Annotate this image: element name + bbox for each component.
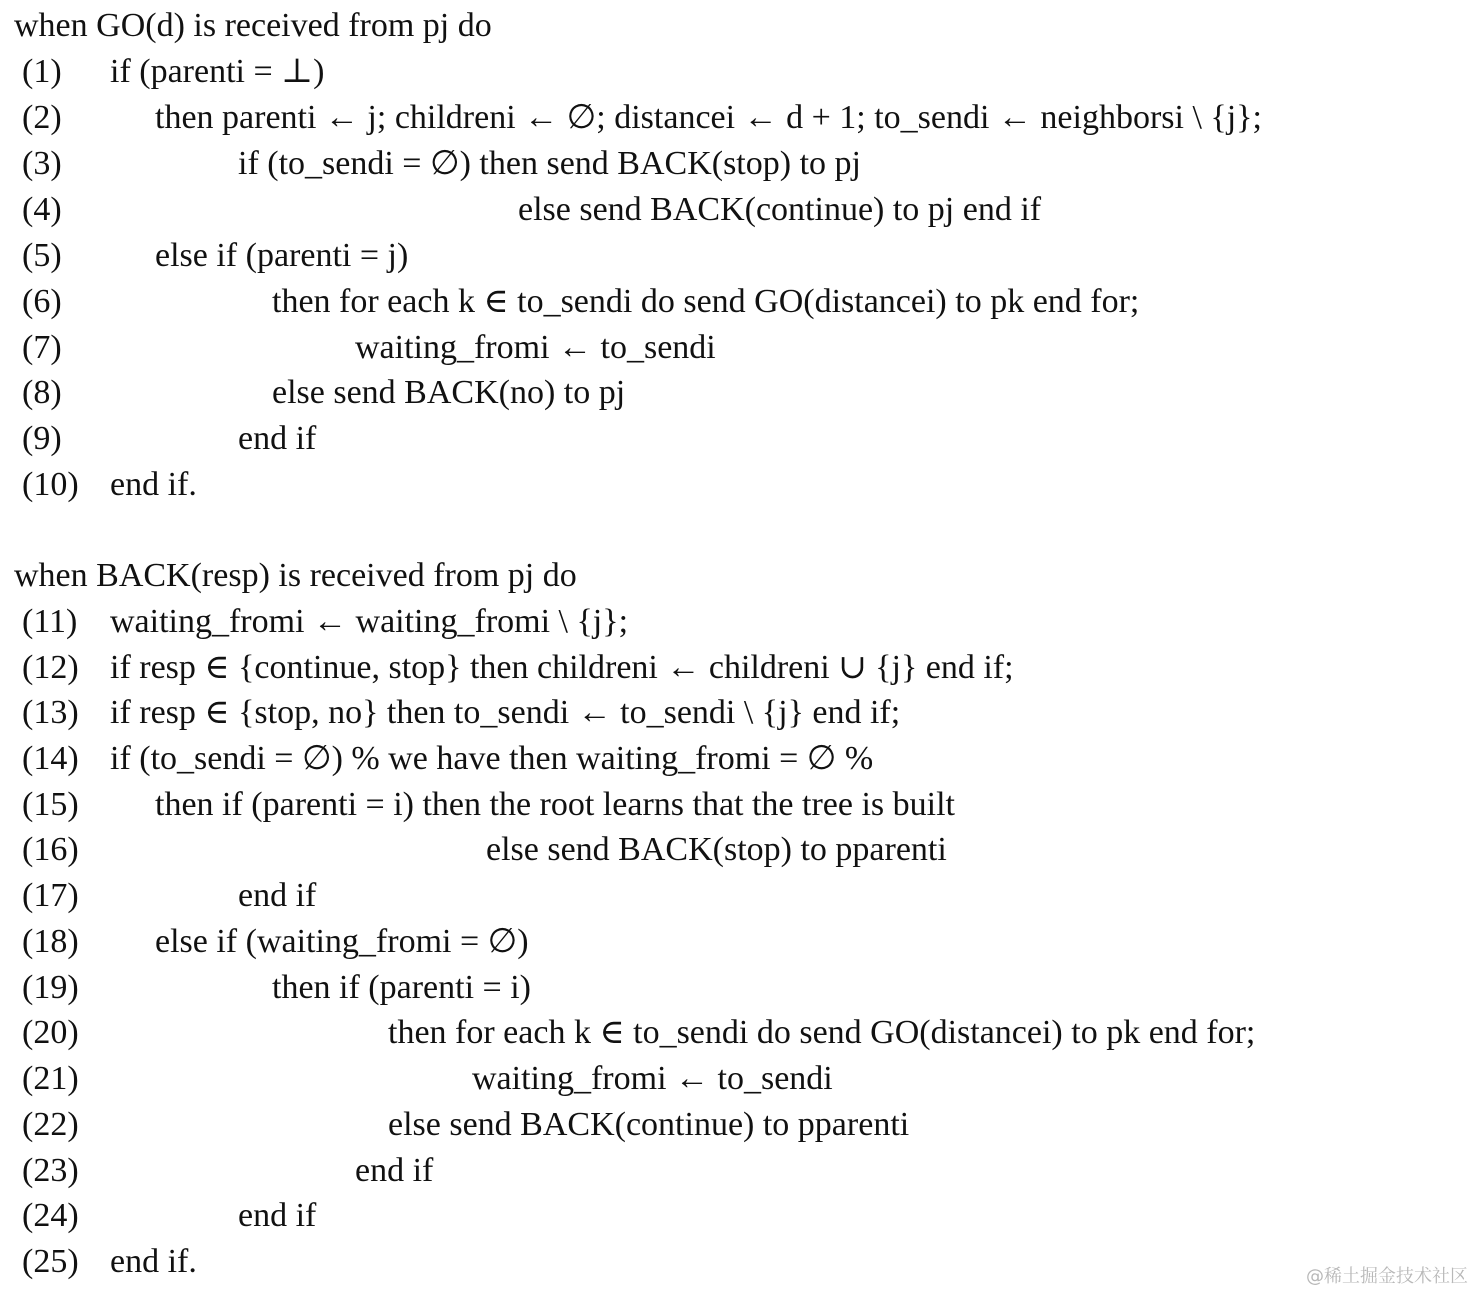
line-number: (20) [22, 1014, 79, 1051]
code-line: else if (waiting_fromi = ∅) [155, 923, 529, 960]
code-line: then parenti ← j; childreni ← ∅; distancei ← d + 1; to_sendi ← neighborsi \ {j}; [155, 99, 1262, 136]
code-line: then if (parenti = i) [272, 969, 531, 1006]
code-line: if resp ∈ {stop, no} then to_sendi ← to_sendi \ {j} end if; [110, 694, 901, 731]
code-line: then if (parenti = i) then the root learns that the tree is built [155, 786, 955, 823]
line-number: (10) [22, 466, 79, 503]
code-line: then for each k ∈ to_sendi do send GO(distancei) to pk end for; [272, 283, 1140, 320]
line-number: (19) [22, 969, 79, 1006]
code-line: if (parenti = ⊥) [110, 53, 325, 90]
code-line: end if [238, 420, 317, 457]
code-line: waiting_fromi ← to_sendi [355, 329, 716, 366]
line-number: (15) [22, 786, 79, 823]
code-line: else send BACK(continue) to pparenti [388, 1106, 910, 1143]
line-number: (25) [22, 1243, 79, 1280]
line-number: (8) [22, 374, 62, 411]
line-number: (16) [22, 831, 79, 868]
code-line: waiting_fromi ← to_sendi [472, 1060, 833, 1097]
code-line: then for each k ∈ to_sendi do send GO(distancei) to pk end for; [388, 1014, 1256, 1051]
code-line: waiting_fromi ← waiting_fromi \ {j}; [110, 603, 629, 640]
line-number: (4) [22, 191, 62, 228]
line-number: (23) [22, 1152, 79, 1189]
line-number: (3) [22, 145, 62, 182]
line-number: (11) [22, 603, 78, 640]
code-line: end if [355, 1152, 434, 1189]
code-line: else if (parenti = j) [155, 237, 409, 274]
line-number: (12) [22, 649, 79, 686]
line-number: (18) [22, 923, 79, 960]
code-line: end if. [110, 1243, 197, 1280]
line-number: (24) [22, 1197, 79, 1234]
code-line: else send BACK(continue) to pj end if [518, 191, 1042, 228]
line-number: (9) [22, 420, 62, 457]
code-line: else send BACK(no) to pj [272, 374, 626, 411]
code-line: end if. [110, 466, 197, 503]
code-line: end if [238, 1197, 317, 1234]
code-line: if (to_sendi = ∅) then send BACK(stop) to pj [238, 145, 861, 182]
line-number: (21) [22, 1060, 79, 1097]
line-number: (2) [22, 99, 62, 136]
code-line: if (to_sendi = ∅) % we have then waiting_fromi = ∅ % [110, 740, 874, 777]
line-number: (22) [22, 1106, 79, 1143]
code-line: else send BACK(stop) to pparenti [486, 831, 947, 868]
code-line: if resp ∈ {continue, stop} then childreni ← childreni ∪ {j} end if; [110, 649, 1014, 686]
block1-header: when GO(d) is received from pj do [14, 7, 492, 44]
line-number: (13) [22, 694, 79, 731]
watermark: @稀土掘金技术社区 [1306, 1266, 1468, 1287]
code-line: end if [238, 877, 317, 914]
block2-header: when BACK(resp) is received from pj do [14, 557, 577, 594]
line-number: (7) [22, 329, 62, 366]
line-number: (6) [22, 283, 62, 320]
line-number: (17) [22, 877, 79, 914]
line-number: (14) [22, 740, 79, 777]
line-number: (5) [22, 237, 62, 274]
line-number: (1) [22, 53, 62, 90]
